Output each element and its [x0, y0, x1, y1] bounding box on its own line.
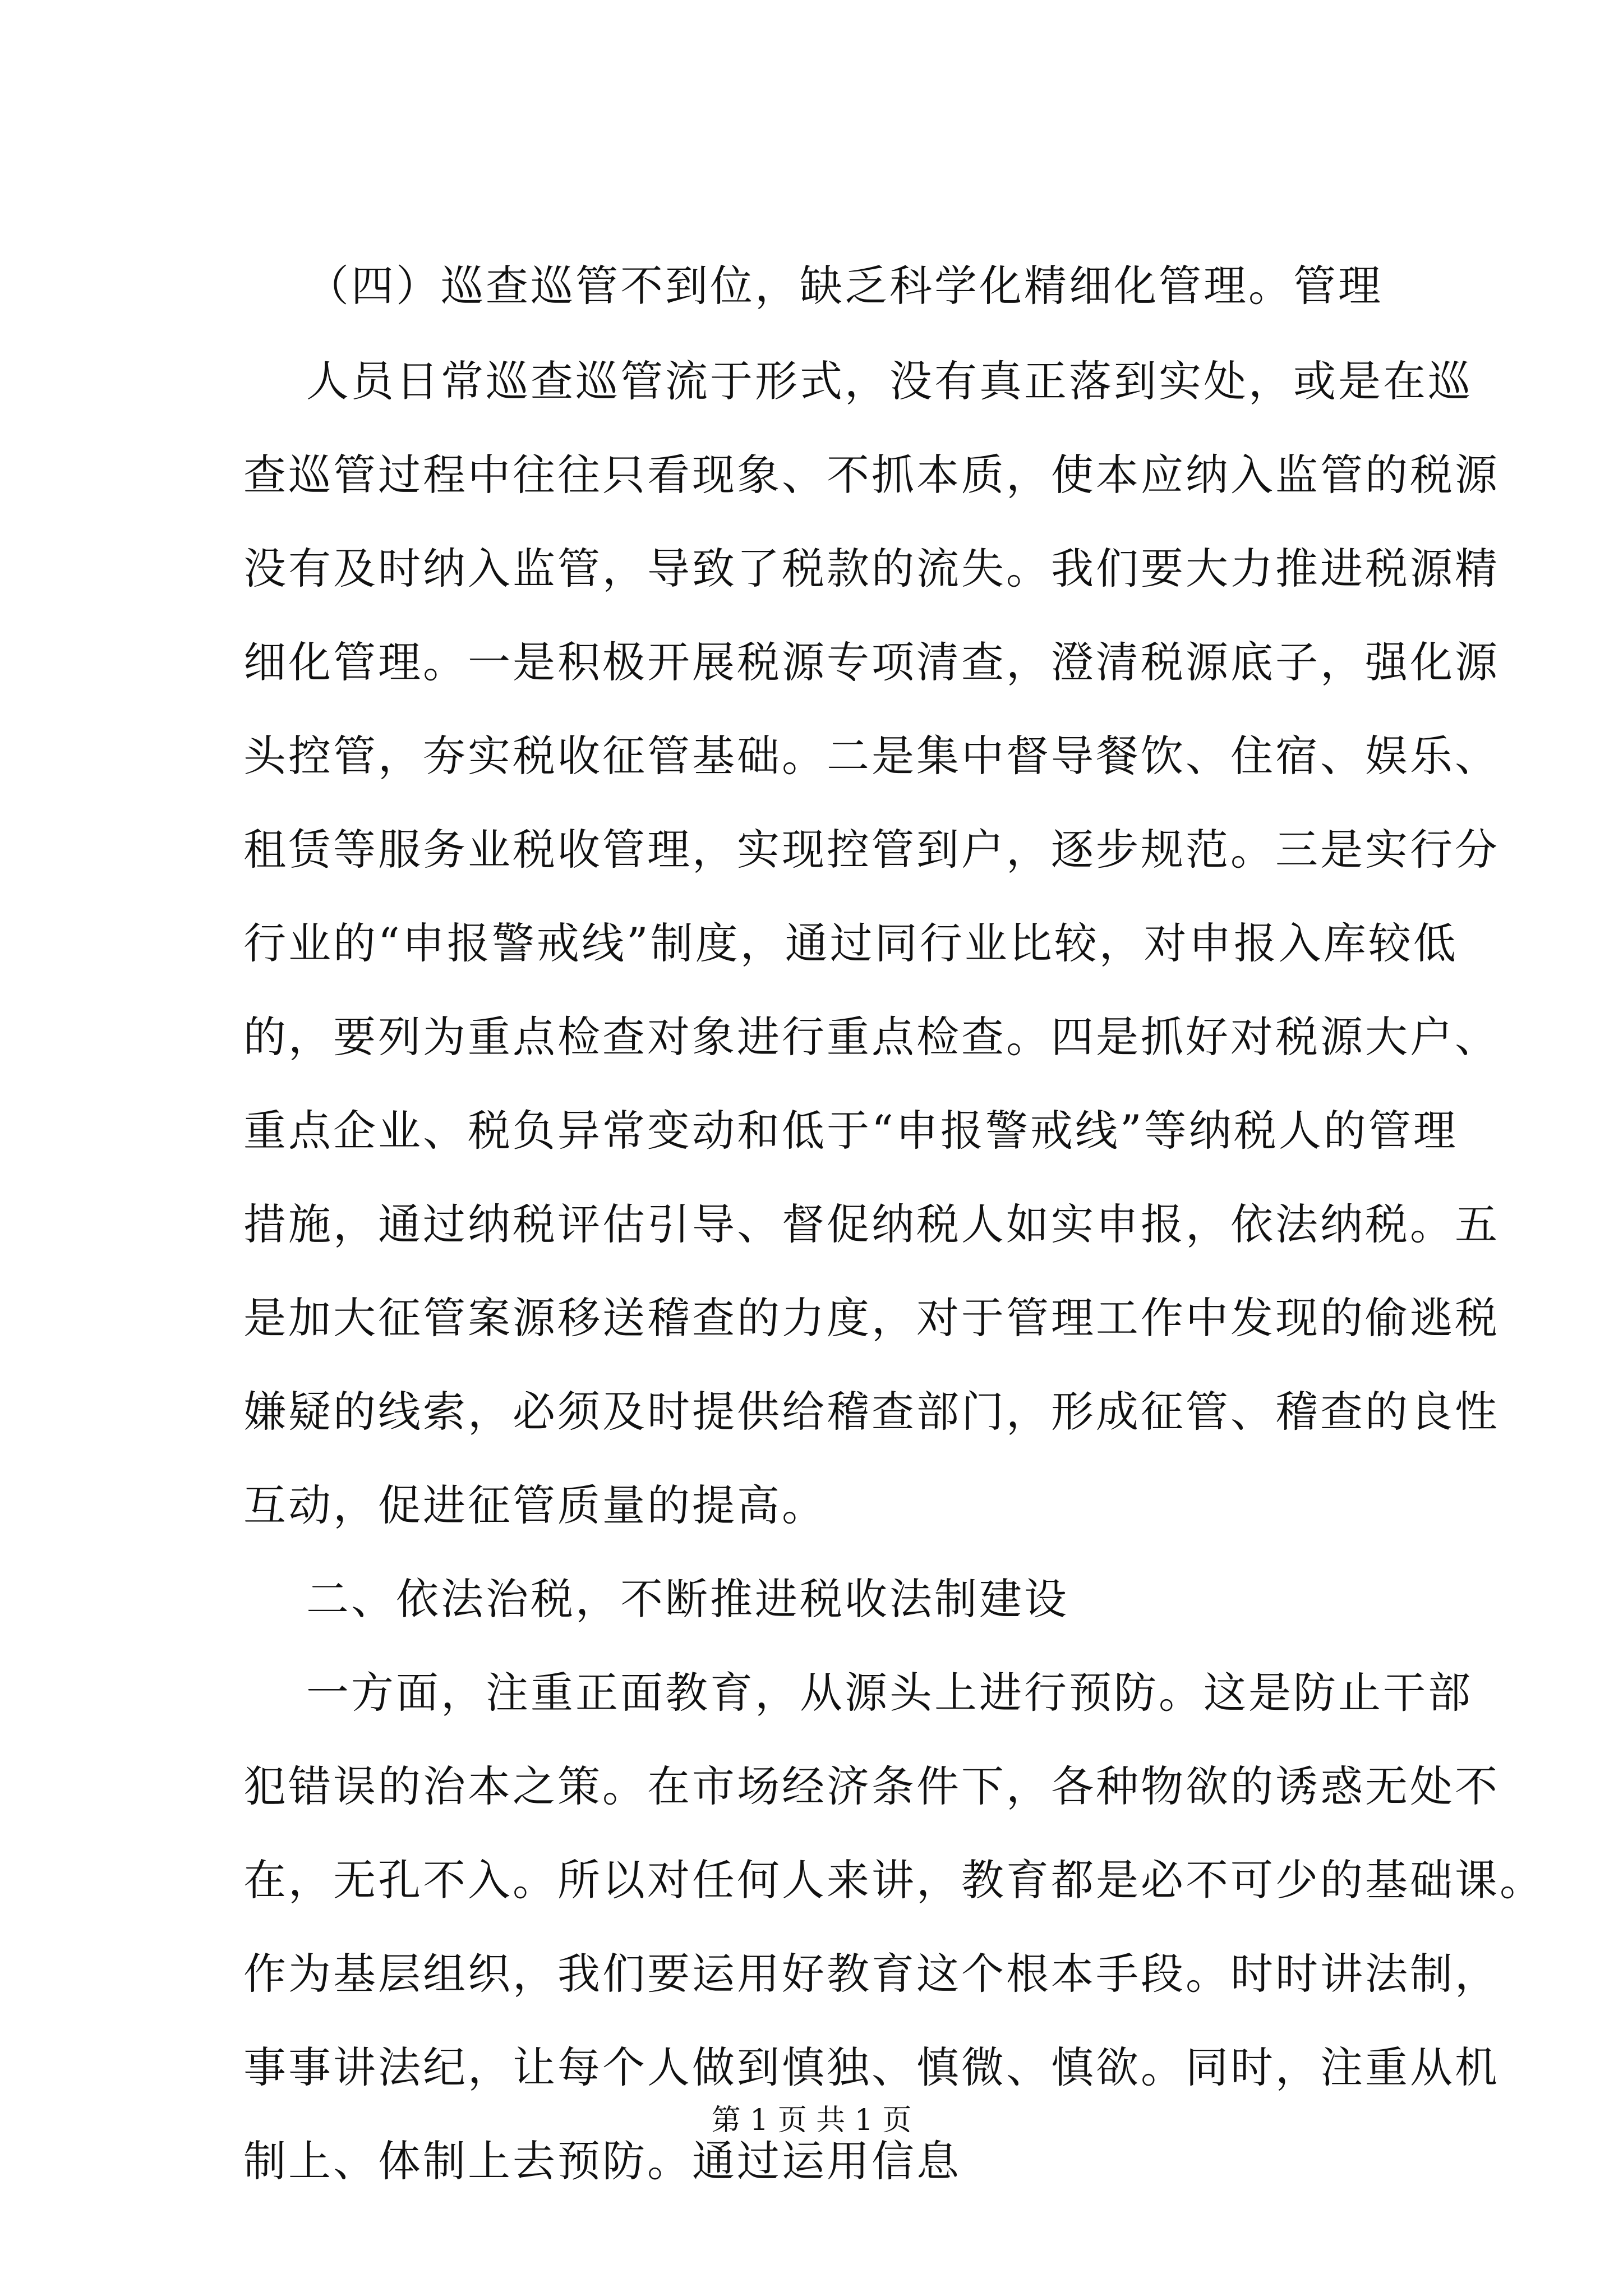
text-line: 是加大征管案源移送稽查的力度，对于管理工作中发现的偷逃税 — [243, 1293, 1500, 1343]
text-line: 犯错误的治本之策。在市场经济条件下，各种物欲的诱惑无处不 — [243, 1761, 1500, 1811]
text-line: 人员日常巡查巡管流于形式，没有真正落到实处，或是在巡 — [306, 356, 1473, 406]
text-line: 没有及时纳入监管，导致了税款的流失。我们要大力推进税源精 — [243, 544, 1500, 593]
text-line: 嫌疑的线索，必须及时提供给稽查部门，形成征管、稽查的良性 — [243, 1387, 1500, 1437]
section-heading-two: 二、依法治税，不断推进税收法制建设 — [306, 1574, 1069, 1624]
text-line: 制上、体制上去预防。通过运用信息 — [243, 2136, 961, 2186]
text-line: 一方面，注重正面教育，从源头上进行预防。这是防止干部 — [306, 1668, 1473, 1718]
text-line: 事事讲法纪，让每个人做到慎独、慎微、慎欲。同时，注重从机 — [243, 2042, 1500, 2092]
text-line: 细化管理。一是积极开展税源专项清查，澄清税源底子，强化源 — [243, 637, 1500, 687]
text-line: 重点企业、税负异常变动和低于“申报警戒线”等纳税人的管理 — [243, 1106, 1458, 1156]
text-line: 的，要列为重点检查对象进行重点检查。四是抓好对税源大户、 — [243, 1012, 1500, 1062]
text-line: 互动，促进征管质量的提高。 — [243, 1480, 827, 1530]
text-line: 作为基层组织，我们要运用好教育这个根本手段。时时讲法制， — [243, 1949, 1500, 1999]
text-line: 头控管，夯实税收征管基础。二是集中督导餐饮、住宿、娱乐、 — [243, 731, 1500, 781]
text-line: 行业的“申报警戒线”制度，通过同行业比较，对申报入库较低 — [243, 918, 1458, 968]
text-line: 措施，通过纳税评估引导、督促纳税人如实申报，依法纳税。五 — [243, 1199, 1500, 1249]
paragraph-heading-four: （四）巡查巡管不到位，缺乏科学化精细化管理。管理 — [306, 261, 1383, 311]
text-line: 租赁等服务业税收管理，实现控管到户，逐步规范。三是实行分 — [243, 825, 1500, 875]
text-line: 查巡管过程中往往只看现象、不抓本质，使本应纳入监管的税源 — [243, 450, 1500, 500]
page-number-footer: 第 1 页 共 1 页 — [711, 2104, 912, 2137]
text-line: 在，无孔不入。所以对任何人来讲，教育都是必不可少的基础课。 — [243, 1855, 1544, 1905]
